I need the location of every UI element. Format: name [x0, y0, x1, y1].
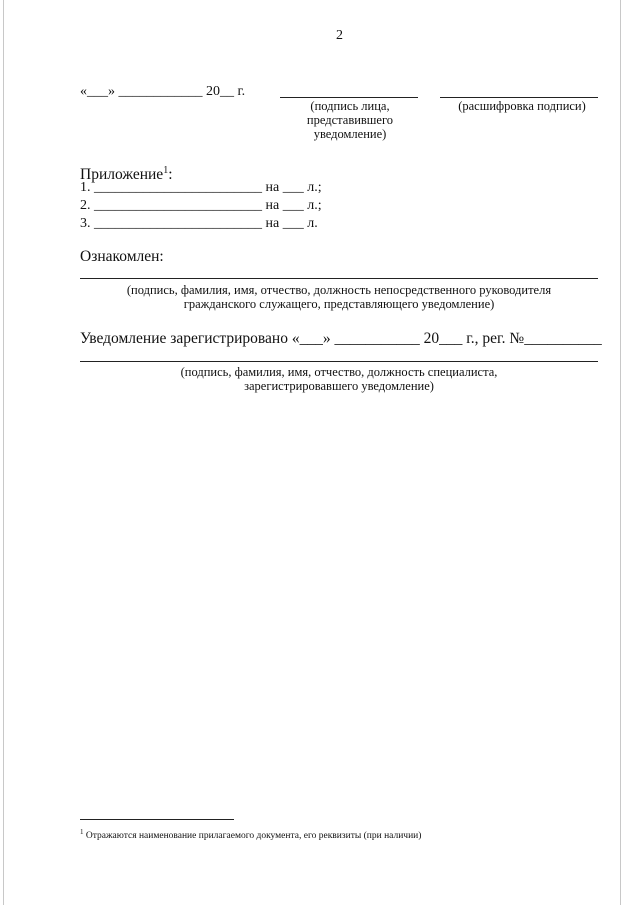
- signature-caption: (подпись лица, представившего уведомление): [306, 99, 394, 141]
- footnote-ref: 1: [163, 165, 169, 176]
- registration-caption-1: (подпись, фамилия, имя, отчество, должность специалиста,: [180, 365, 498, 379]
- attachment-item-1: 1. ________________________ на ___ л.;: [80, 180, 322, 195]
- decoding-line: [440, 97, 598, 98]
- scan-edge-left: [3, 0, 4, 905]
- registration-caption-2: зарегистрировавшего уведомление): [244, 379, 434, 393]
- acknowledged-heading: Ознакомлен:: [80, 248, 164, 265]
- acknowledged-caption-2: гражданского служащего, представляющего уведомление): [183, 297, 495, 311]
- attachments-heading: Приложение$^1$:: [80, 165, 173, 184]
- registration-line: [80, 361, 598, 362]
- footnote: [80, 826, 421, 842]
- date-field: «___» ____________ 20__ г.: [80, 84, 246, 99]
- footnote-separator: [80, 819, 234, 820]
- attachment-item-3: 3. ________________________ на ___ л.: [80, 216, 318, 231]
- footnote-text: Отражаются наименование прилагаемого документа, его реквизиты (при наличии): [85, 831, 422, 842]
- scan-edge-right: [620, 0, 621, 905]
- acknowledged-caption-1: (подпись, фамилия, имя, отчество, должность непосредственного руководителя: [126, 283, 552, 297]
- acknowledged-line: [80, 278, 598, 279]
- attachment-item-2: 2. ________________________ на ___ л.;: [80, 198, 322, 213]
- decoding-caption: (расшифровка подписи): [458, 99, 586, 113]
- footnote-mark: 1: [80, 828, 84, 836]
- signature-line: [280, 97, 418, 98]
- registration-text: Уведомление зарегистрировано «___» ___________ 20___ г., рег. №__________: [80, 330, 602, 347]
- page-number: 2: [336, 28, 343, 43]
